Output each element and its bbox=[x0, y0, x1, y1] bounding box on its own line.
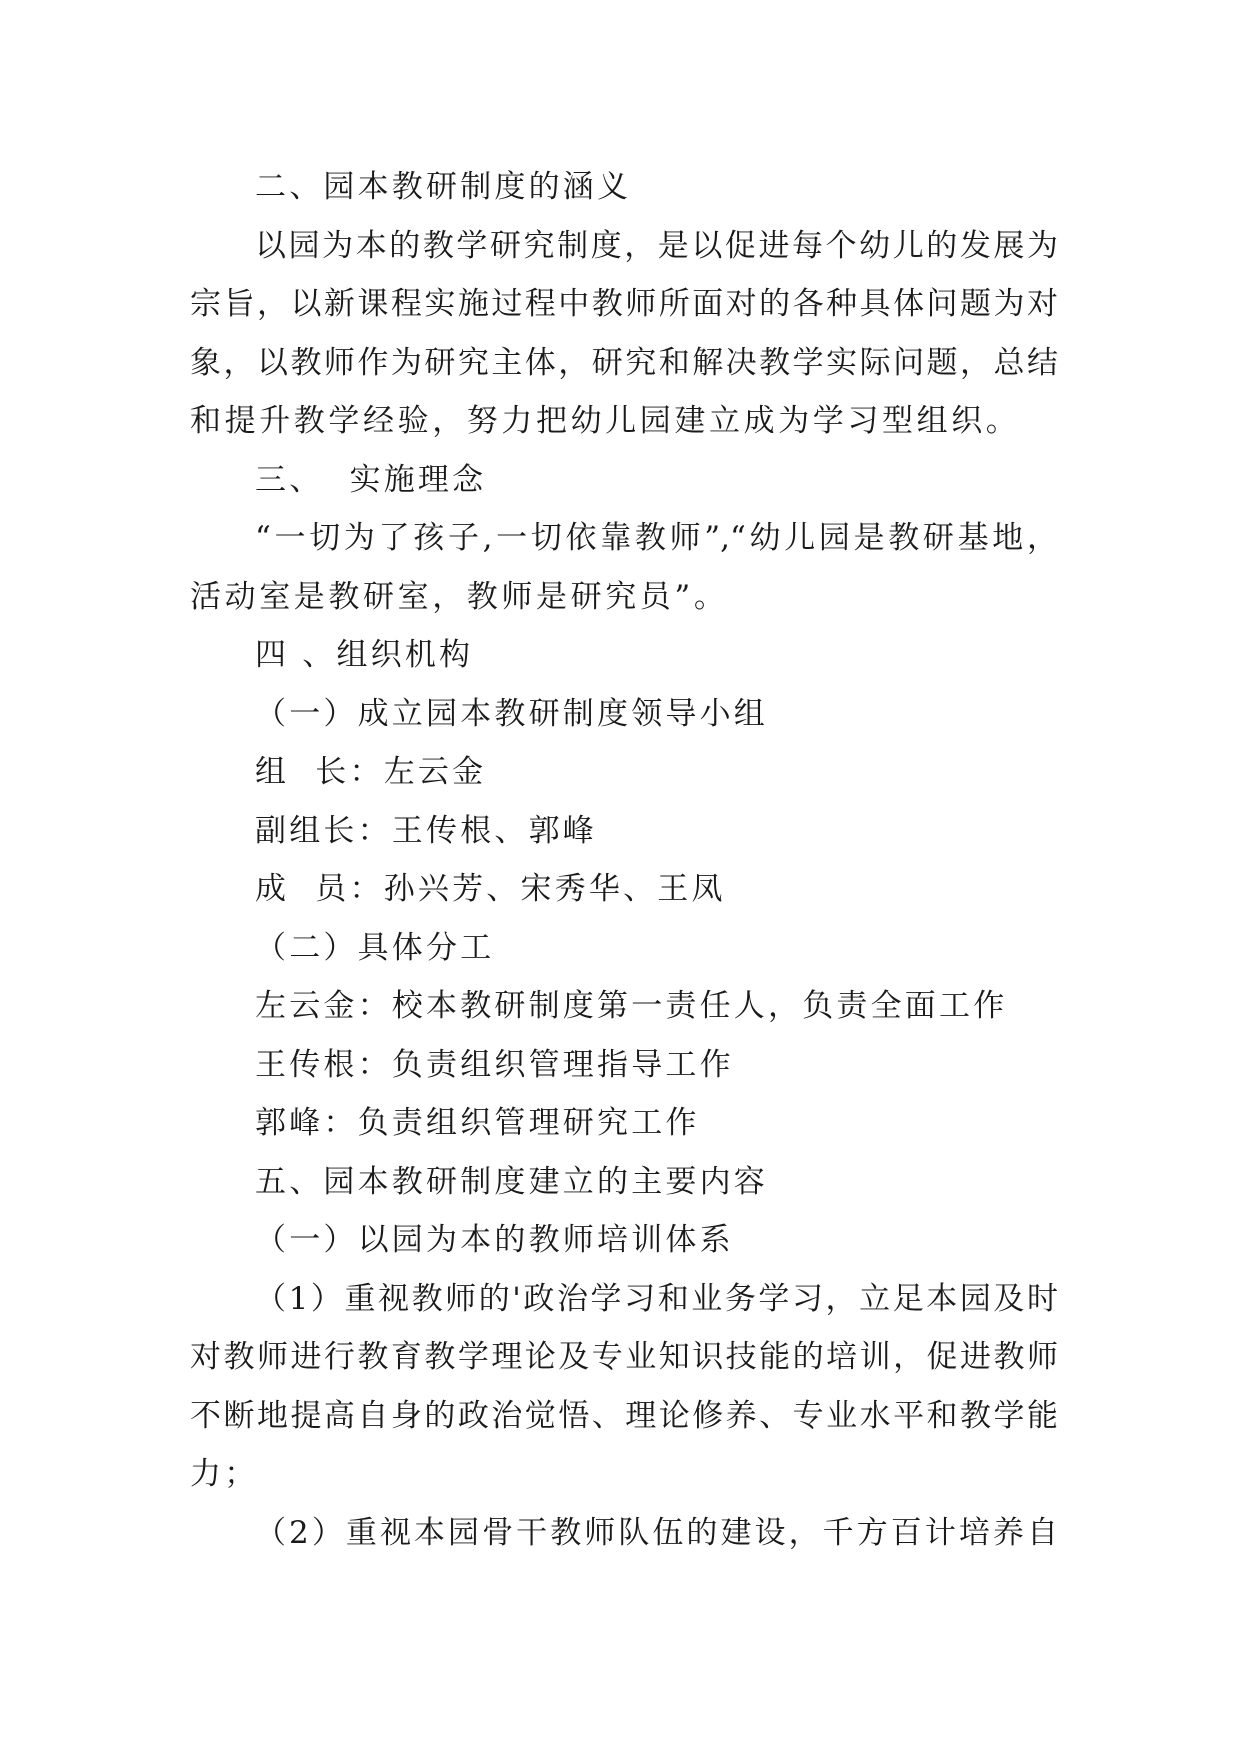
subsection-heading: （二）具体分工 bbox=[255, 929, 495, 966]
paragraph-line: （2）重视本园骨干教师队伍的建设，千方百计培养自 bbox=[255, 1514, 1058, 1551]
paragraph-line: 活动室是教研室，教师是研究员”。 bbox=[190, 578, 729, 615]
duty-line: 郭峰：负责组织管理研究工作 bbox=[255, 1105, 700, 1141]
paragraph-line: 以园为本的教学研究制度，是以促进每个幼儿的发展为 bbox=[255, 227, 1058, 264]
section-heading-2: 二、园本教研制度的涵义 bbox=[255, 169, 632, 205]
section-heading-5: 五、园本教研制度建立的主要内容 bbox=[255, 1163, 768, 1200]
member-line: 成 员：孙兴芳、宋秀华、王凤 bbox=[255, 871, 726, 907]
duty-line: 王传根：负责组织管理指导工作 bbox=[255, 1046, 734, 1083]
member-line: 组 长：左云金 bbox=[255, 754, 487, 790]
paragraph-line: 和提升教学经验，努力把幼儿园建立成为学习型组织。 bbox=[190, 403, 1021, 439]
duty-line: 左云金：校本教研制度第一责任人，负责全面工作 bbox=[255, 988, 1008, 1024]
paragraph-line: “一切为了孩子,一切依靠教师”,“幼儿园是教研基地， bbox=[255, 520, 1058, 556]
paragraph-line: （1）重视教师的'政治学习和业务学习，立足本园及时 bbox=[255, 1280, 1058, 1317]
section-heading-4: 四 、组织机构 bbox=[255, 637, 474, 673]
paragraph-line: 宗旨，以新课程实施过程中教师所面对的各种具体问题为对 bbox=[190, 286, 1058, 322]
subsection-heading: （一）以园为本的教师培训体系 bbox=[255, 1222, 734, 1258]
section-heading-3: 三、 实施理念 bbox=[255, 461, 487, 498]
subsection-heading: （一）成立园本教研制度领导小组 bbox=[255, 695, 768, 732]
paragraph-line: 力； bbox=[190, 1456, 259, 1492]
paragraph-line: 不断地提高自身的政治觉悟、理论修养、专业水平和教学能 bbox=[190, 1397, 1058, 1434]
document-body bbox=[190, 158, 1058, 1562]
paragraph-line: 对教师进行教育教学理论及专业知识技能的培训，促进教师 bbox=[190, 1339, 1058, 1375]
member-line: 副组长：王传根、郭峰 bbox=[255, 812, 597, 849]
paragraph-line: 象，以教师作为研究主体，研究和解决教学实际问题，总结 bbox=[190, 344, 1058, 381]
